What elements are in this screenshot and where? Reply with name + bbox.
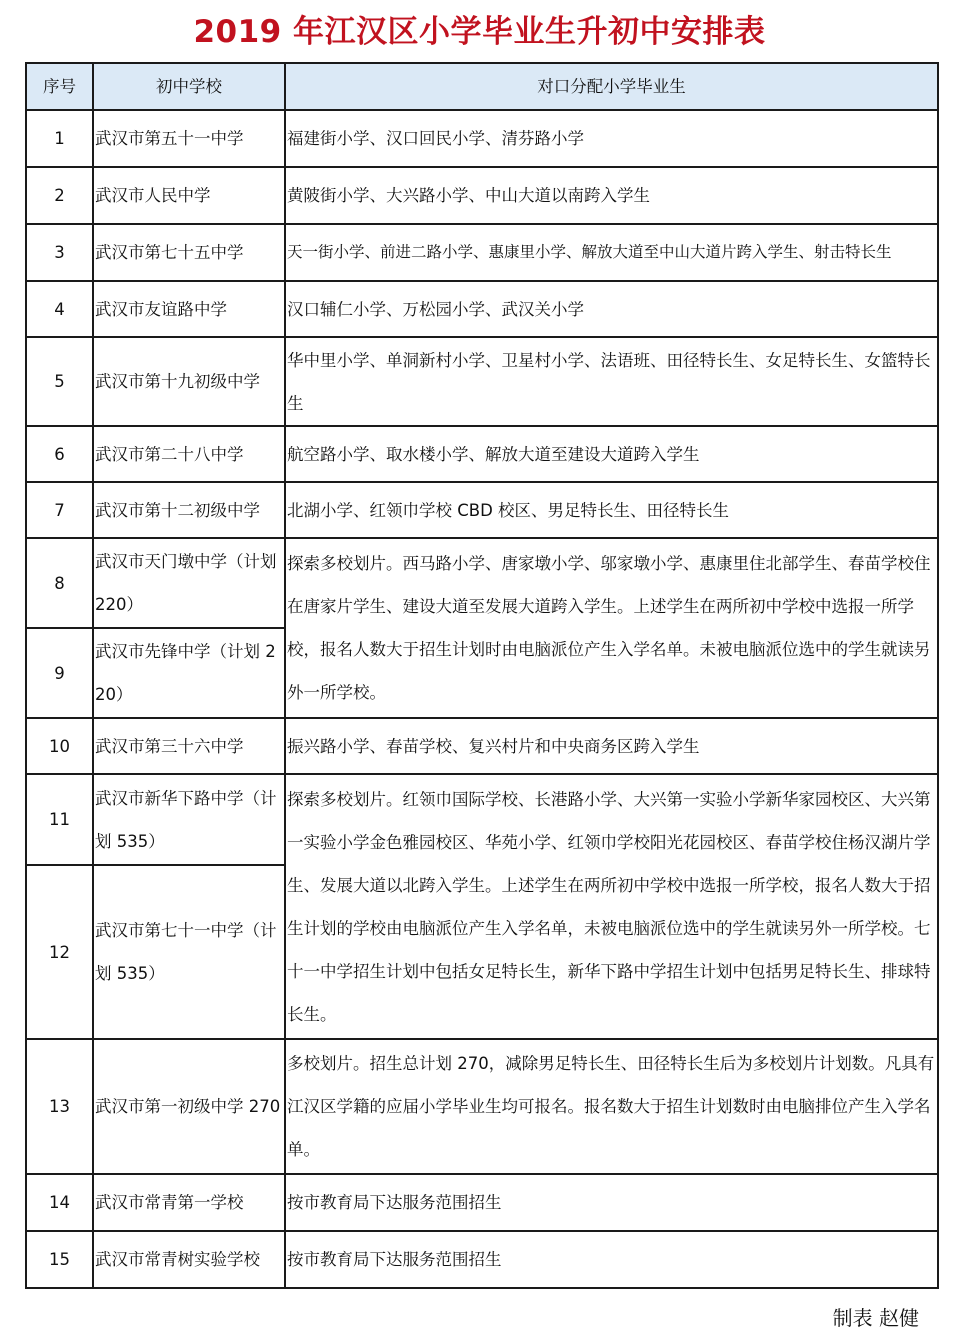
assigned-students: 按市教育局下达服务范围招生 [285,1231,938,1288]
table-row [26,1231,938,1288]
row-number: 13 [26,1039,93,1174]
assigned-students: 按市教育局下达服务范围招生 [285,1174,938,1231]
assigned-students: 多校划片。招生总计划 270，减除男足特长生、田径特长生后为多校划片计划数。凡具有江汉区学籍的应届小学毕业生均可报名。报名数大于招生计划数时由电脑排位产生入学名单。 [285,1039,938,1174]
row-number: 6 [26,426,93,482]
assigned-students: 黄陂街小学、大兴路小学、中山大道以南跨入学生 [285,167,938,224]
table-row [26,538,938,628]
row-number: 15 [26,1231,93,1288]
table-row [26,426,938,482]
table-row [26,1039,938,1174]
table-row [26,167,938,224]
school-name: 武汉市人民中学 [93,167,285,224]
header-students: 对口分配小学毕业生 [285,63,938,110]
school-name: 武汉市常青树实验学校 [93,1231,285,1288]
row-number: 3 [26,224,93,281]
table-row [26,482,938,538]
school-name: 武汉市第十九初级中学 [93,337,285,426]
page-title: 2019 年江汉区小学毕业生升初中安排表 [193,14,766,50]
assigned-students: 航空路小学、取水楼小学、解放大道至建设大道跨入学生 [285,426,938,482]
school-name: 武汉市第七十五中学 [93,224,285,281]
assigned-students: 汉口辅仁小学、万松园小学、武汉关小学 [285,281,938,337]
school-name: 武汉市第三十六中学 [93,718,285,774]
school-name: 武汉市第五十一中学 [93,110,285,167]
assigned-students-merged: 探索多校划片。西马路小学、唐家墩小学、邬家墩小学、惠康里住北部学生、春苗学校住在唐家片学生、建设大道至发展大道跨入学生。上述学生在两所初中学校中选报一所学校，报名人数大于招生计划时由电脑派位产生入学名单。未被电脑派位选中的学生就读另外一所学校。 [285,538,938,718]
table-row [26,1174,938,1231]
assigned-students: 福建街小学、汉口回民小学、清芬路小学 [285,110,938,167]
table-row [26,774,938,865]
school-name: 武汉市第十二初级中学 [93,482,285,538]
row-number: 12 [26,865,93,1039]
prepared-by: 制表 赵健 [832,1306,919,1330]
assigned-students-merged: 探索多校划片。红领巾国际学校、长港路小学、大兴第一实验小学新华家园校区、大兴第一实验小学金色雅园校区、华苑小学、红领巾学校阳光花园校区、春苗学校住杨汉湖片学生、发展大道以北跨入学生。上述学生在两所初中学校中选报一所学校，报名人数大于招生计划的学校由电脑派位产生入学名单，未被电脑派位选中的学生就读另外一所学校。七十一中学招生计划中包括女足特长生，新华下路中学招生计划中包括男足特长生、排球特长生。 [285,774,938,1039]
row-number: 9 [26,628,93,718]
row-number: 5 [26,337,93,426]
school-name: 武汉市新华下路中学（计划 535） [93,774,285,865]
table-row [26,718,938,774]
table-row [26,281,938,337]
allocation-table [25,62,939,1289]
school-name: 武汉市常青第一学校 [93,1174,285,1231]
row-number: 11 [26,774,93,865]
table-header-row [26,63,938,110]
school-name: 武汉市第七十一中学（计划 535） [93,865,285,1039]
school-name: 武汉市友谊路中学 [93,281,285,337]
row-number: 4 [26,281,93,337]
row-number: 7 [26,482,93,538]
row-number: 2 [26,167,93,224]
table-row [26,337,938,426]
assigned-students: 北湖小学、红领巾学校 CBD 校区、男足特长生、田径特长生 [285,482,938,538]
school-name: 武汉市第二十八中学 [93,426,285,482]
header-school: 初中学校 [93,63,285,110]
school-name: 武汉市天门墩中学（计划 220） [93,538,285,628]
school-name: 武汉市第一初级中学 270 [93,1039,285,1174]
row-number: 10 [26,718,93,774]
row-number: 14 [26,1174,93,1231]
table-row [26,110,938,167]
row-number: 1 [26,110,93,167]
header-no: 序号 [26,63,93,110]
table-row [26,224,938,281]
school-name: 武汉市先锋中学（计划 220） [93,628,285,718]
assigned-students: 振兴路小学、春苗学校、复兴村片和中央商务区跨入学生 [285,718,938,774]
row-number: 8 [26,538,93,628]
assigned-students: 天一街小学、前进二路小学、惠康里小学、解放大道至中山大道片跨入学生、射击特长生 [285,224,938,281]
assigned-students: 华中里小学、单洞新村小学、卫星村小学、法语班、田径特长生、女足特长生、女篮特长生 [285,337,938,426]
